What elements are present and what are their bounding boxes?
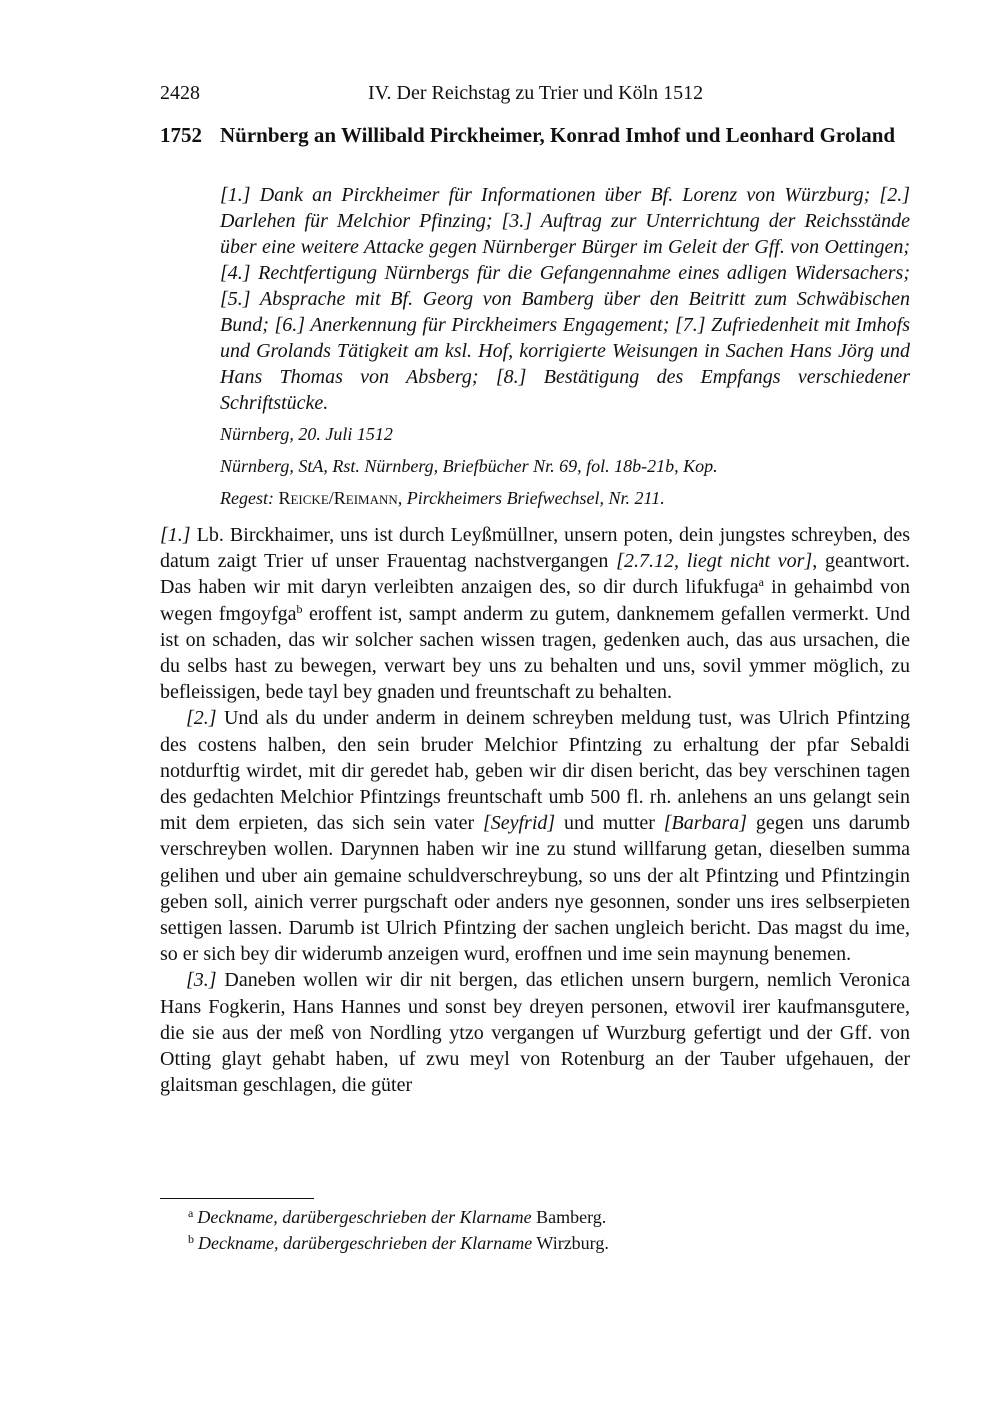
regest-authors: Reicke/Reimann — [278, 488, 398, 508]
footnote-a — [188, 1204, 908, 1230]
document-number: 1752 — [160, 123, 202, 147]
paragraph-text: gegen uns darumb verschreyben wollen. Darynnen haben wir ine zu stund willfarung getan, dieselben summa gelihen und uber ain gemaine schuldverschreybung, so uns der alt Pfintzing und Pfintzingin geben soll, ainich verrer purgschaft oder anders nye gesonnen, sonder uns ires selbserpieten settigen lassen. Darumb ist Ulrich Pfintzing der sachen ungleich bericht. Das magst du ime, so er sich bey dir widerumb anzeigen wurd, eroffnen und ime sein maynung benemen. — [160, 812, 910, 966]
page-number: 2428 — [160, 82, 200, 104]
editorial-note: [2.7.12, liegt nicht vor] — [616, 550, 813, 573]
document-summary: [1.] Dank an Pirckheimer für Informationen über Bf. Lorenz von Würzburg; [2.] Darlehen für Melchior Pfinzing; [3.] Auftrag zur Unterrichtung der Reichsstände über eine weitere Attacke gegen Nürnberger Bürger im Geleit der Gff. von Oettingen; [4.] Rechtfertigung Nürnbergs für die Gefangennahme eines adligen Widersachers; [5.] Absprache mit Bf. Georg von Bamberg über den Beitritt zum Schwäbischen Bund; [6.] Anerkennung für Pirckheimers Engagement; [7.] Zufriedenheit mit Imhofs und Grolands Tätigkeit am ksl. Hof, korrigierte Weisungen in Sachen Hans Jörg und Hans Thomas von Absberg; [8.] Bestätigung des Empfangs verschiedener Schriftstücke. — [220, 184, 910, 414]
paragraph-2 — [160, 705, 910, 967]
footnotes — [188, 1204, 908, 1256]
footnote-italic: Deckname, darübergeschrieben der Klarname — [197, 1207, 532, 1227]
footnote-b — [188, 1230, 908, 1256]
paragraph-text: in gehaimbd von wegen fmgoyfga — [160, 576, 910, 625]
editorial-note: [Barbara] — [663, 812, 748, 835]
running-title: IV. Der Reichstag zu Trier und Köln 1512 — [368, 82, 704, 104]
paragraph-text: eroffent ist, sampt anderm zu gutem, danknemem gefallen vermerkt. Und ist on schaden, das wir solcher sachen wissen tragen, gedenken auch, das aus ursachen, die du selbs hast zu bewegen, verwart bey uns zu behalten und uns, sovil ymmer möglich, zu befleissigen, bede tayl bey gnaden und freuntschaft zu behalten. — [160, 602, 910, 704]
document-title: Nürnberg an Willibald Pirckheimer, Konrad Imhof und Leonhard Groland — [220, 123, 896, 147]
paragraph-3 — [160, 967, 910, 1098]
paragraph-1 — [160, 522, 910, 705]
paragraph-text: , geantwort. Das haben wir mit daryn verleibten anzaigen des, so dir durch lifukfuga — [160, 550, 910, 599]
paragraph-text: Und als du under anderm in deinem schreyben meldung tust, was Ulrich Pfintzing des costens halben, den sein bruder Melchior Pfintzing zu erhaltung der pfar Sebaldi notdurftig wirdet, mit dir geredet hab, geben wir dir disen bericht, das bey verschinen tagen des gedachten Melchior Pfintzings freuntschaft umb 500 fl. rh. anlehens an uns gelangt sein mit dem erpieten, das sich sein vater — [160, 707, 910, 835]
regest-reference — [220, 486, 910, 510]
archival-source: Nürnberg, StA, Rst. Nürnberg, Briefbücher Nr. 69, fol. 18b-21b, Kop. — [220, 456, 718, 476]
section-marker: [3.] — [186, 969, 217, 992]
place-date: Nürnberg, 20. Juli 1512 — [220, 424, 393, 444]
paragraph-text: Lb. Birckhaimer, uns ist durch Leyßmüllner, unsern poten, dein jungstes schreyben, des datum zaigt Trier uf unser Frauentag nachstvergangen — [160, 524, 910, 573]
footnote-text: Bamberg. — [531, 1207, 607, 1227]
footnote-mark: b — [188, 1232, 194, 1246]
footnote-divider — [160, 1198, 314, 1199]
section-marker: [2.] — [186, 707, 217, 730]
document-summary-block — [220, 182, 910, 510]
footnote-text: Wirzburg. — [532, 1233, 609, 1253]
paragraph-text: und mutter — [555, 812, 664, 835]
regest-work: , Pirckheimers Briefwechsel, Nr. 211. — [397, 488, 665, 508]
footnote-mark: a — [188, 1206, 194, 1220]
footnote-ref-b: b — [296, 601, 303, 616]
section-marker: [1.] — [160, 524, 191, 546]
paragraph-text: Daneben wollen wir dir nit bergen, das etlichen unsern burgern, nemlich Veronica Hans Fogkerin, Hans Hannes und sonst bey dreyen personen, etwovil irer kaufmansgutere, die sie aus der meß von Nordling ytzo vergangen uf Wurzburg gefertigt und der Gff. von Otting glayt gehabt haben, uf zwu meyl von Rotenburg an der Tauber ufgehauen, der glaitsman geschlagen, die güter — [160, 969, 910, 1097]
editorial-note: [Seyfrid] — [482, 812, 556, 835]
footnote-italic: Deckname, darübergeschrieben der Klarname — [198, 1233, 533, 1253]
regest-label: Regest: — [220, 488, 274, 508]
footnote-ref-a: a — [758, 575, 764, 590]
letter-text — [160, 522, 910, 1098]
